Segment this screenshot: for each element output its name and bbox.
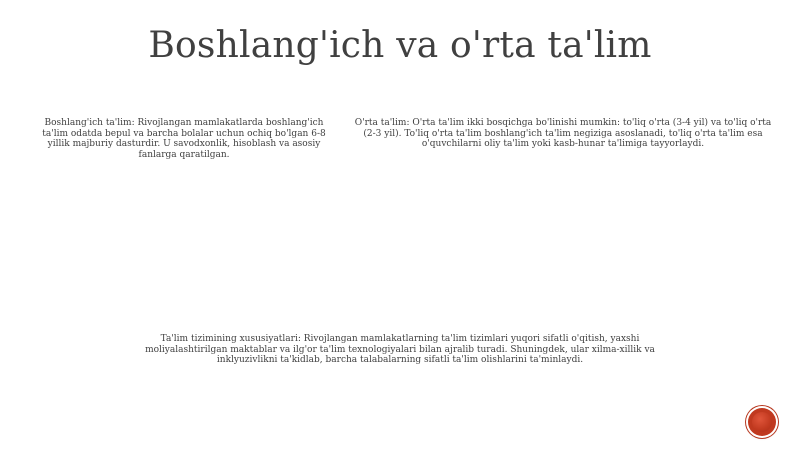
secondary-education-text: O'rta ta'lim: O'rta ta'lim ikki bosqichga bo'linishi mumkin: to'liq o'rta (3-4 yil) va to'liq o'rta (2-3 yil). To'liq o'rta ta'lim boshlang'ich ta'lim negiziga asoslanadi, to'liq o'rta ta'lim esa o'quvchilarni oliy ta'lim yoki kasb-hunar ta'limiga tayyorlaydi. bbox=[354, 118, 772, 149]
primary-education-text: Boshlang'ich ta'lim: Rivojlangan mamlakatlarda boshlang'ich ta'lim odatda bepul va barcha bolalar uchun ochiq bo'lgan 6-8 yillik majburiy dasturdir. U savodxonlik, hisoblash va asosiy fanlarga qaratilgan. bbox=[42, 118, 326, 160]
circle-nav-icon bbox=[752, 412, 772, 432]
slide-title: Boshlang'ich va o'rta ta'lim bbox=[148, 25, 652, 66]
education-system-features-text: Ta'lim tizimining xususiyatlari: Rivojlangan mamlakatlarning ta'lim tizimlari yuqori sifatli o'qitish, yaxshi moliyalashtirilgan maktablar va ilg'or ta'lim texnologiyalari bilan ajralib turadi. Shuningdek, ular xilma-xillik va inklyuzivlikni ta'kidlab, barcha talabalarning sifatli ta'lim olishlarini ta'minlaydi. bbox=[145, 334, 655, 365]
next-slide-button[interactable] bbox=[748, 408, 776, 436]
